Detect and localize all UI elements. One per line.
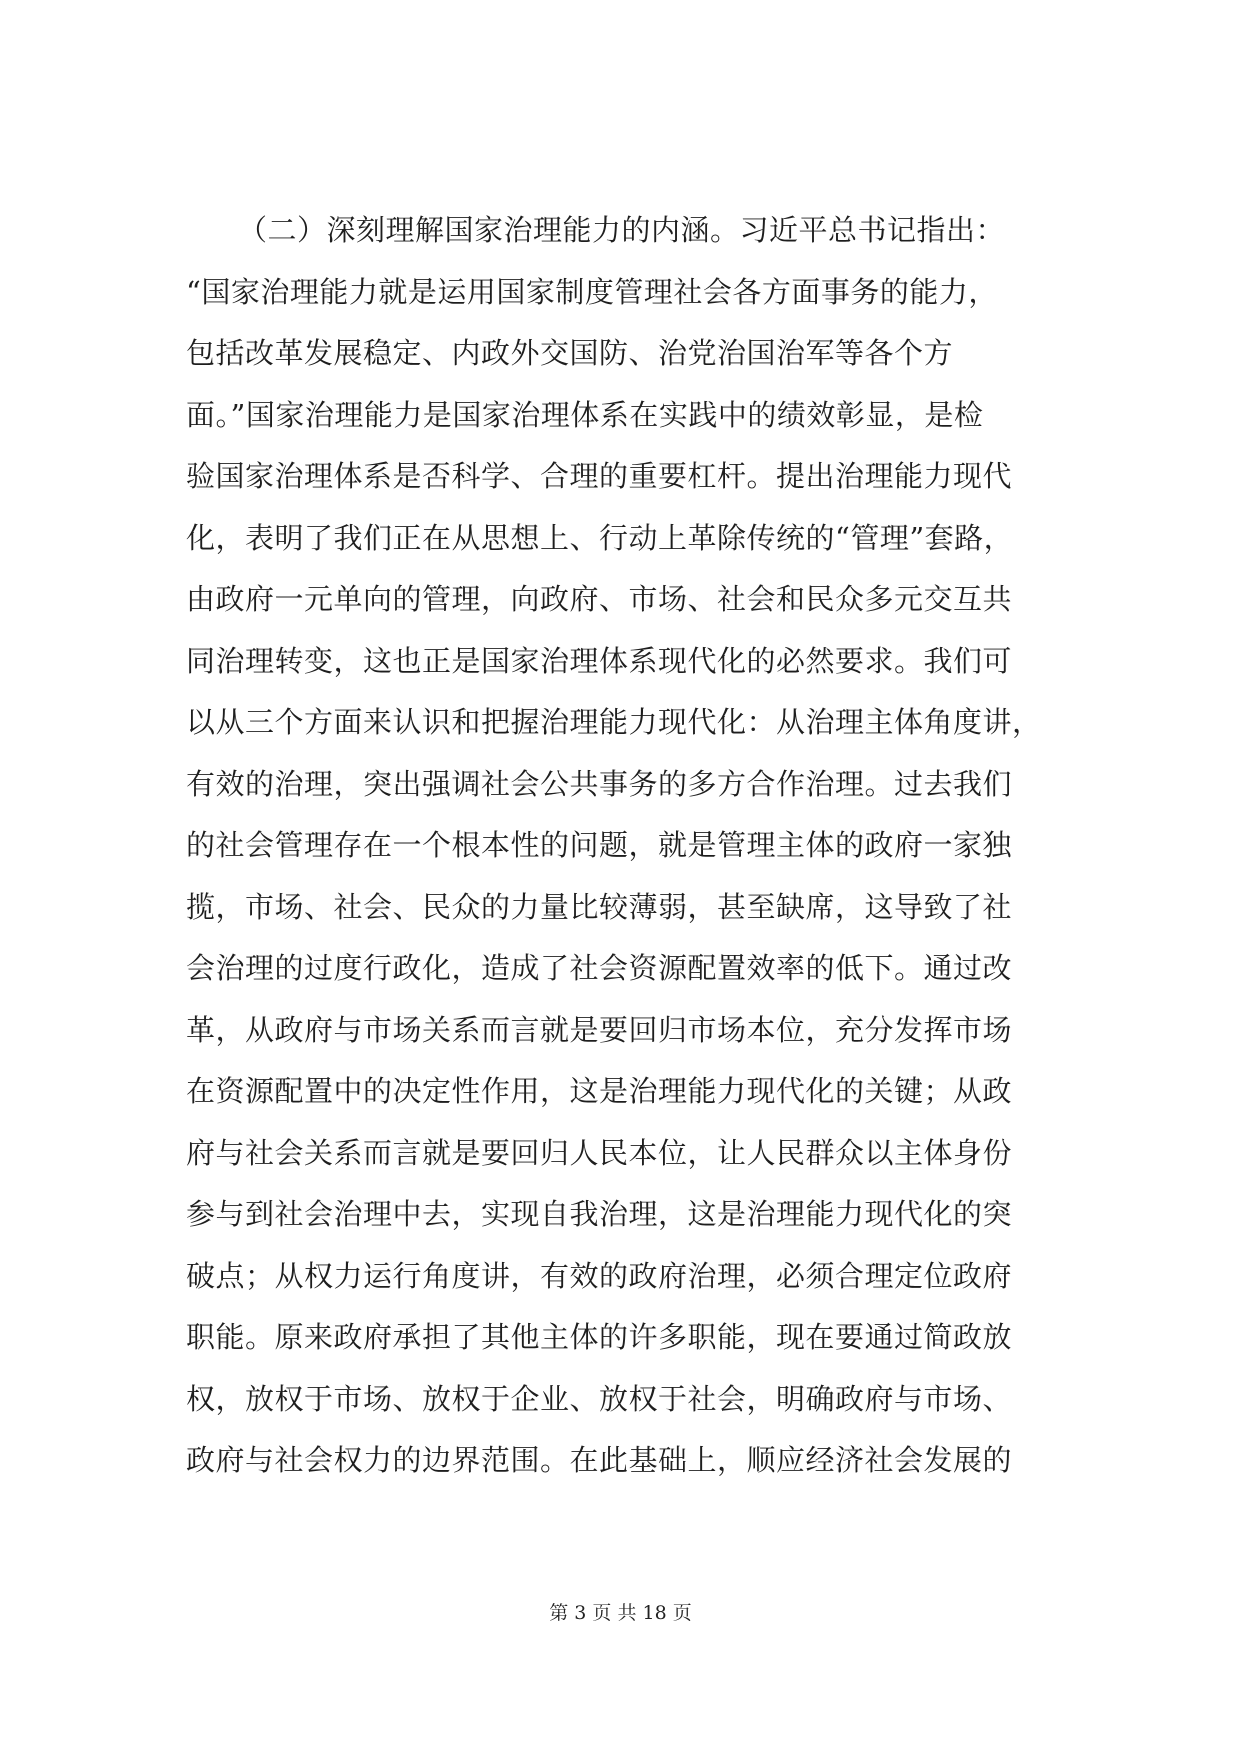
text-line: （二）深刻理解国家治理能力的内涵。习近平总书记指出： — [238, 213, 1006, 247]
text-line: 政府与社会权力的边界范围。在此基础上，顺应经济社会发展的 — [186, 1443, 1013, 1477]
text-line: 会治理的过度行政化，造成了社会资源配置效率的低下。通过改 — [186, 951, 1013, 985]
body-paragraph — [186, 200, 1086, 1492]
page-number-footer: 第 3 页 共 18 页 — [549, 1602, 692, 1624]
text-line: 革，从政府与市场关系而言就是要回归市场本位，充分发挥市场 — [186, 1012, 1013, 1047]
text-line: 有效的治理，突出强调社会公共事务的多方合作治理。过去我们 — [186, 766, 1013, 801]
text-line: 在资源配置中的决定性作用，这是治理能力现代化的关键；从政 — [186, 1074, 1013, 1108]
text-line: 的社会管理存在一个根本性的问题，就是管理主体的政府一家独 — [186, 828, 1013, 862]
text-line: 府与社会关系而言就是要回归人民本位，让人民群众以主体身份 — [186, 1135, 1013, 1170]
text-line: 破点；从权力运行角度讲，有效的政府治理，必须合理定位政府 — [186, 1258, 1013, 1293]
text-line: 验国家治理体系是否科学、合理的重要杠杆。提出治理能力现代 — [186, 459, 1013, 493]
text-line: 揽，市场、社会、民众的力量比较薄弱，甚至缺席，这导致了社 — [186, 889, 1013, 924]
text-line: 包括改革发展稳定、内政外交国防、治党治国治军等各个方 — [186, 336, 954, 370]
text-line: 同治理转变，这也正是国家治理体系现代化的必然要求。我们可 — [186, 643, 1013, 678]
text-line: 以从三个方面来认识和把握治理能力现代化：从治理主体角度讲， — [186, 705, 1042, 739]
text-line: “国家治理能力就是运用国家制度管理社会各方面事务的能力， — [186, 274, 998, 309]
text-line: 权，放权于市场、放权于企业、放权于社会，明确政府与市场、 — [186, 1381, 1013, 1416]
text-line: 由政府一元单向的管理，向政府、市场、社会和民众多元交互共 — [186, 582, 1013, 616]
text-line: 参与到社会治理中去，实现自我治理，这是治理能力现代化的突 — [186, 1197, 1013, 1231]
text-line: 职能。原来政府承担了其他主体的许多职能，现在要通过简政放 — [186, 1320, 1013, 1354]
text-line: 化，表明了我们正在从思想上、行动上革除传统的“管理”套路， — [186, 520, 1014, 555]
text-line: 面。”国家治理能力是国家治理体系在实践中的绩效彰显，是检 — [186, 397, 984, 432]
